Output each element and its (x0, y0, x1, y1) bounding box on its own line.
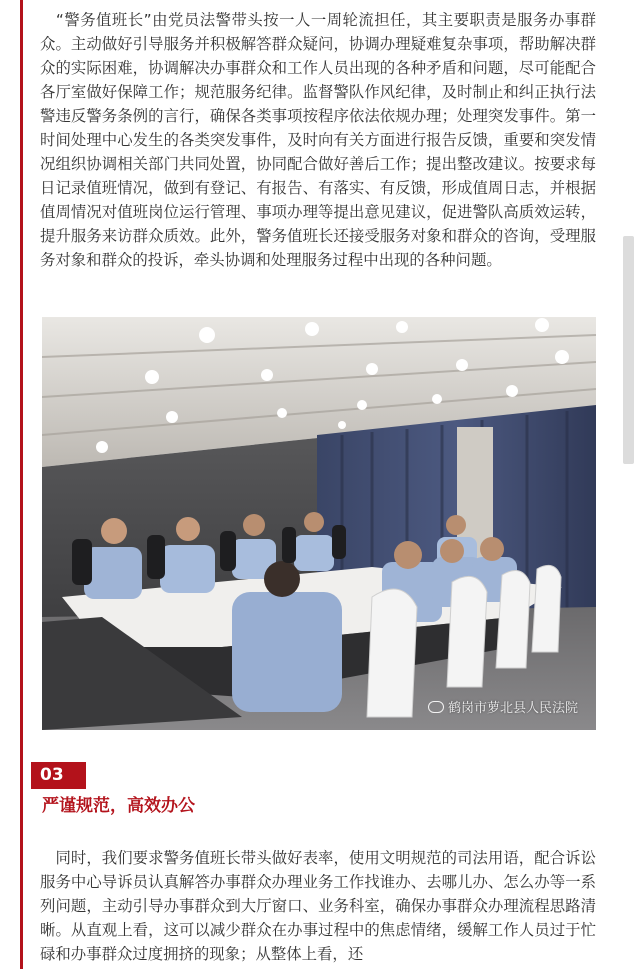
photo-watermark (428, 697, 578, 716)
section-number-badge: 03 (31, 762, 86, 789)
scrollbar-thumb[interactable] (623, 236, 634, 464)
photo-watermark-text: 鹤岗市萝北县人民法院 (447, 701, 578, 716)
section-title: 严谨规范，高效办公 (42, 796, 195, 816)
article-paragraph-1: “警务值班长”由党员法警带头按一人一周轮流担任，其主要职责是服务办事群众。主动做好引导服务并积极解答群众疑问，协调办理疑难复杂事项，帮助解决群众的实际困难，协调解决办事群众和工作人员出现的各种矛盾和问题，尽可能配合各厅室做好保障工作；规范服务纪律。监督警队作风纪律，及时制止和纠正执行法警违反警务条例的言行，确保各类事项按程序依法依规办理；处理突发事件。第一时间处理中心发生的各类突发事件，及时向有关方面进行报告反馈，重要和突发情况组织协调相关部门共同处置，协同配合做好善后工作；提出整改建议。按要求每日记录值班情况，做到有登记、有报告、有落实、有反馈，形成值周日志，并根据值周情况对值班岗位运行管理、事项办理等提出意见建议，促进警队高质效运转，提升服务来访群众质效。此外，警务值班长还接受服务对象和群众的咨询，受理服务对象和群众的投诉，牵头协调和处理服务过程中出现的各种问题。 (40, 11, 596, 269)
left-accent-rule (20, 0, 23, 969)
meeting-photo-illustration (42, 317, 596, 730)
meeting-photo (42, 317, 596, 730)
scrollbar-track[interactable] (622, 0, 636, 969)
wechat-icon (428, 701, 444, 713)
article-paragraph-2: 同时，我们要求警务值班长带头做好表率，使用文明规范的司法用语，配合诉讼服务中心导诉员认真解答办事群众办理业务工作找谁办、去哪儿办、怎么办等一系列问题，主动引导办事群众到大厅窗口、业务科室，确保办事群众办理流程思路清晰。从直观上看，这可以减少群众在办事过程中的焦虑情绪，缓解工作人员过于忙碌和办事群众过度拥挤的现象；从整体上看，还 (40, 849, 596, 963)
